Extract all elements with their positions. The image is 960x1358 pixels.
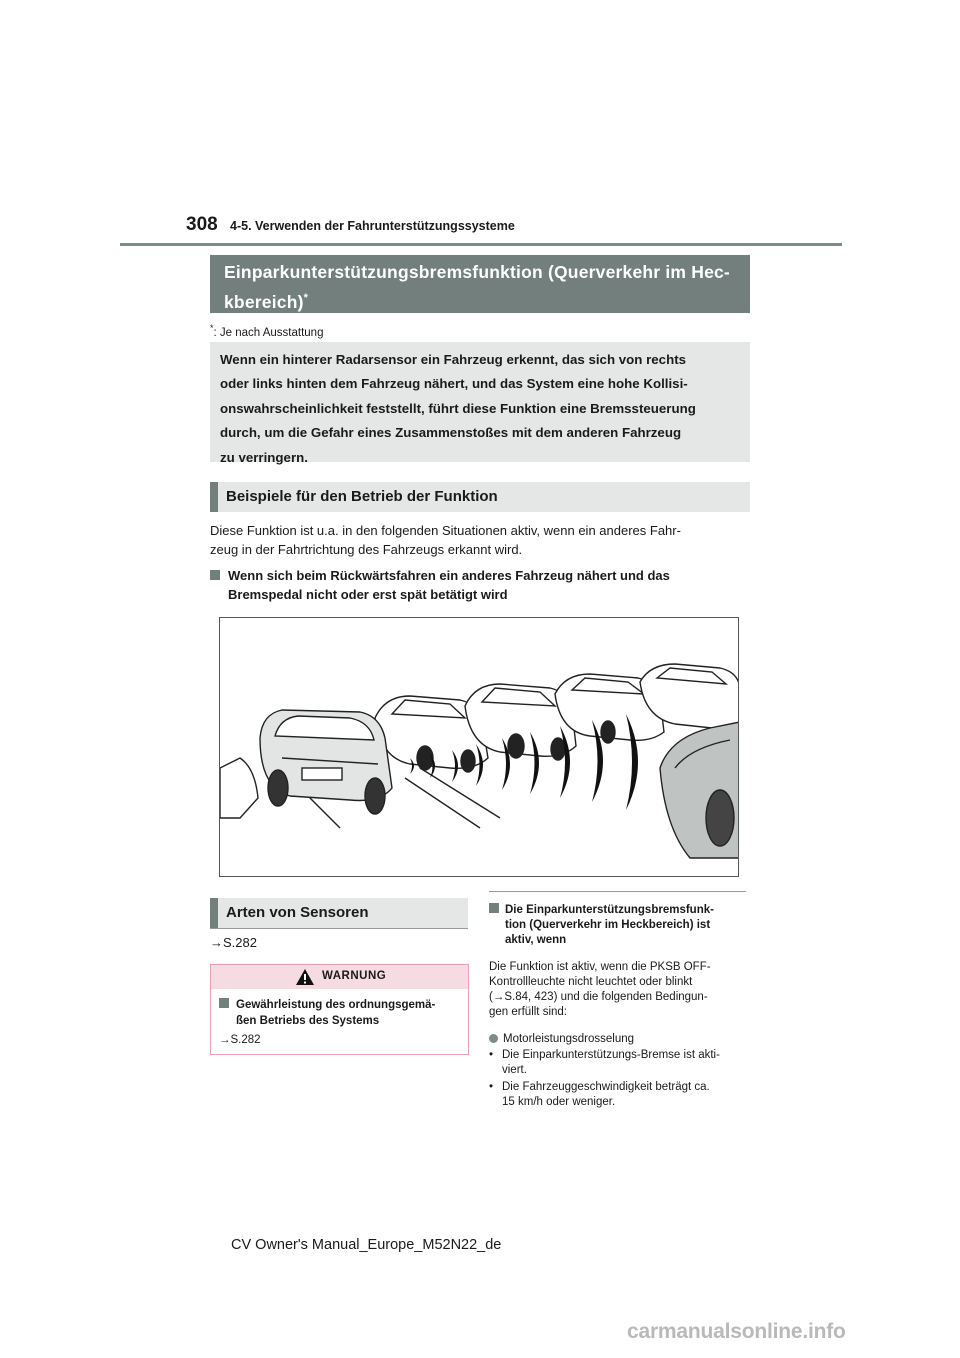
header-rule [120, 243, 842, 246]
warning-triangle-icon [295, 968, 315, 986]
item-line: Wenn sich beim Rückwärtsfahren ein anderes Fahrzeug nähert und das [228, 568, 670, 583]
warning-title: WARNUNG [322, 970, 387, 982]
example-item [210, 566, 750, 602]
bullet-dot: • [489, 1081, 494, 1093]
circle-bullet-icon [489, 1034, 498, 1043]
intro-line: oder links hinten dem Fahrzeug nähert, und das System eine hohe Kollisi- [220, 376, 688, 392]
watermark: carmanualsonline.info [627, 1320, 846, 1343]
square-bullet-icon [210, 570, 220, 580]
warning-item [219, 997, 464, 1027]
right-item-line: Die Einparkunterstützungsbremsfunk- [505, 904, 714, 916]
right-item-line: aktiv, wenn [505, 934, 567, 946]
page-number: 308 [186, 214, 218, 235]
section-header-sensors: Arten von Sensoren [210, 898, 468, 928]
subitem-line: Die Einparkunterstützungs-Bremse ist akti- [502, 1049, 720, 1061]
illustration-rear-cross-traffic [219, 617, 739, 877]
warning-item-line: ßen Betriebs des Systems [236, 1015, 380, 1027]
right-item-line: tion (Querverkehr im Heckbereich) ist [505, 919, 711, 931]
footnote-text: : Je nach Ausstattung [213, 326, 324, 339]
square-bullet-icon [219, 998, 229, 1008]
right-para-line: Kontrollleuchte nicht leuchtet oder blinkt [489, 976, 693, 988]
subitem-line: viert. [502, 1064, 527, 1076]
footer-manual-id: CV Owner's Manual_Europe_M52N22_de [231, 1237, 502, 1253]
right-column-rule [489, 891, 746, 892]
warning-box [210, 964, 469, 1055]
square-bullet-icon [489, 903, 499, 913]
section-underline [210, 928, 468, 929]
intro-line: Wenn ein hinterer Radarsensor ein Fahrzeug erkennt, das sich von rechts [220, 352, 687, 367]
examples-paragraph [210, 521, 750, 559]
item-line: Bremspedal nicht oder erst spät betätigt wird [228, 587, 508, 602]
subitem-line: Die Fahrzeuggeschwindigkeit beträgt ca. [502, 1081, 710, 1093]
banner-line-1: Einparkunterstützungsbremsfunktion (Querverkehr im Hec- [224, 262, 730, 282]
warning-item-line: Gewährleistung des ordnungsgemä- [236, 999, 436, 1011]
right-column-paragraph [489, 960, 749, 1020]
right-column-item [489, 903, 749, 946]
page-reference-link[interactable]: →S.282 [210, 935, 257, 950]
banner-line-2 [224, 285, 738, 315]
footnote [210, 323, 323, 339]
condition-text: Motorleistungsdrosselung [503, 1033, 635, 1045]
footnote-mark: * [210, 323, 214, 333]
bullet-dot: • [489, 1049, 494, 1061]
paragraph-line: zeug in der Fahrtrichtung des Fahrzeugs erkannt wird. [210, 542, 523, 557]
chapter-title: 4-5. Verwenden der Fahrunterstützungssysteme [230, 219, 515, 233]
parking-illustration-svg [220, 618, 739, 877]
paragraph-line: Diese Funktion ist u.a. in den folgenden Situationen aktiv, wenn ein anderes Fahr- [210, 523, 681, 538]
banner-line-2-text: kbereich) [224, 291, 304, 312]
condition-item [489, 1032, 749, 1047]
main-section-banner [210, 255, 750, 313]
right-para-line: gen erfüllt sind: [489, 1006, 567, 1018]
right-para-line: (→S.84, 423) und die folgenden Bedingun- [489, 991, 708, 1003]
subitem-line: 15 km/h oder weniger. [502, 1096, 616, 1108]
banner-footnote-mark: * [303, 292, 309, 304]
intro-line: durch, um die Gefahr eines Zusammenstoßes mit dem anderen Fahrzeug [220, 425, 682, 441]
section-header-examples: Beispiele für den Betrieb der Funktion [210, 482, 750, 512]
warning-page-reference-link[interactable]: →S.282 [219, 1034, 261, 1046]
intro-line: zu verringern. [220, 449, 308, 465]
intro-line: onswahrscheinlichkeit feststellt, führt diese Funktion eine Bremssteuerung [220, 400, 696, 416]
intro-box [210, 342, 750, 465]
right-para-line: Die Funktion ist aktiv, wenn die PKSB OFF- [489, 961, 711, 973]
